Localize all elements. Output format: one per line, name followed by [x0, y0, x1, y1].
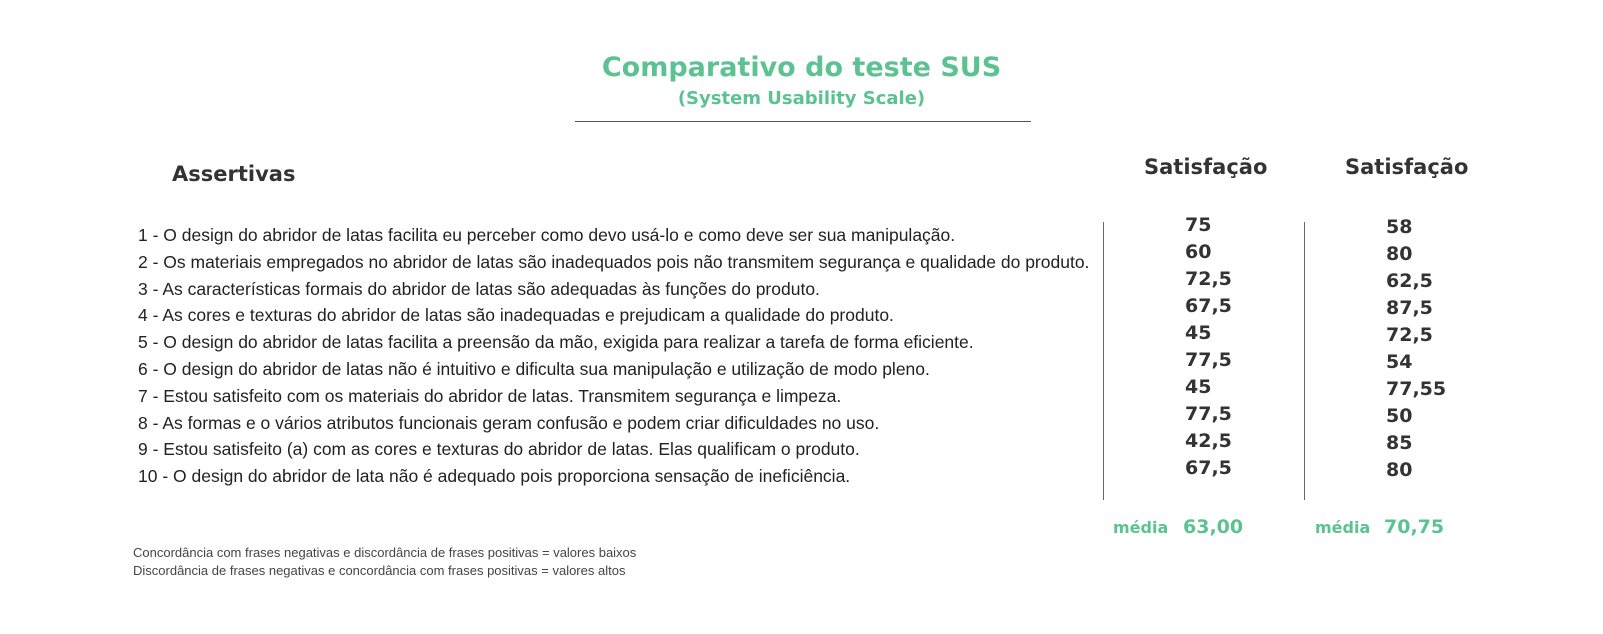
score-value: 50 [1386, 405, 1413, 427]
satisfaction-column-header-1: Satisfação [1144, 155, 1268, 179]
satisfaction-values-2 [1386, 214, 1446, 484]
score-value: 67,5 [1185, 457, 1232, 479]
satisfaction-column-header-2: Satisfação [1345, 155, 1469, 179]
statements-column-header: Assertivas [172, 162, 296, 186]
statement-item: 8 - As formas e o vários atributos funcionais geram confusão e podem criar dificuldades no uso. [138, 412, 880, 433]
score-value: 77,5 [1185, 403, 1232, 425]
column-divider-2 [1304, 222, 1305, 500]
statement-item: 7 - Estou satisfeito com os materiais do abridor de latas. Transmitem segurança e limpeza. [138, 385, 842, 406]
statement-item: 2 - Os materiais empregados no abridor de latas são inadequados pois não transmitem segurança e qualidade do produto. [138, 251, 1090, 272]
score-value: 80 [1386, 459, 1413, 481]
score-value: 80 [1386, 243, 1413, 265]
score-value: 60 [1185, 241, 1212, 263]
score-value: 54 [1386, 351, 1413, 373]
statement-item: 3 - As características formais do abridor de latas são adequadas às funções do produto. [138, 278, 820, 299]
statement-item: 10 - O design do abridor de lata não é adequado pois proporciona sensação de ineficiência. [138, 466, 851, 487]
average-value-2: 70,75 [1384, 516, 1445, 538]
score-value: 62,5 [1386, 270, 1433, 292]
average-label-2: média [1315, 518, 1371, 537]
average-value-1: 63,00 [1183, 516, 1244, 538]
statements-list [138, 222, 1089, 490]
statement-item: 6 - O design do abridor de latas não é intuitivo e dificulta sua manipulação e utilização de modo pleno. [138, 358, 930, 379]
score-value: 77,5 [1185, 349, 1232, 371]
score-value: 58 [1386, 216, 1413, 238]
statement-item: 9 - Estou satisfeito (a) com as cores e texturas do abridor de latas. Elas qualificam o produto. [138, 439, 860, 460]
score-value: 77,55 [1386, 378, 1447, 400]
average-label-1: média [1113, 518, 1169, 537]
footnote-low-values: Concordância com frases negativas e discordância de frases positivas = valores baixos [133, 545, 637, 560]
footnote-high-values: Discordância de frases negativas e concordância com frases positivas = valores altos [133, 563, 626, 578]
score-value: 45 [1185, 322, 1212, 344]
statement-item: 1 - O design do abridor de latas facilita eu perceber como devo usá-lo e como deve ser sua manipulação. [138, 225, 956, 245]
score-value: 85 [1386, 432, 1413, 454]
column-divider-1 [1103, 222, 1104, 500]
statement-item: 4 - As cores e texturas do abridor de latas são inadequadas e prejudicam a qualidade do produto. [138, 305, 894, 326]
page-title: Comparativo do teste SUS [601, 52, 1002, 83]
score-value: 67,5 [1185, 295, 1232, 317]
score-value: 42,5 [1185, 430, 1232, 452]
statement-item: 5 - O design do abridor de latas facilita a preensão da mão, exigida para realizar a tarefa de forma eficiente. [138, 332, 974, 353]
title-divider [575, 121, 1031, 122]
score-value: 75 [1185, 214, 1212, 236]
page-subtitle: (System Usability Scale) [677, 88, 926, 109]
score-value: 87,5 [1386, 297, 1433, 319]
score-value: 45 [1185, 376, 1212, 398]
score-value: 72,5 [1185, 268, 1232, 290]
score-value: 72,5 [1386, 324, 1433, 346]
satisfaction-values-1 [1185, 212, 1232, 482]
